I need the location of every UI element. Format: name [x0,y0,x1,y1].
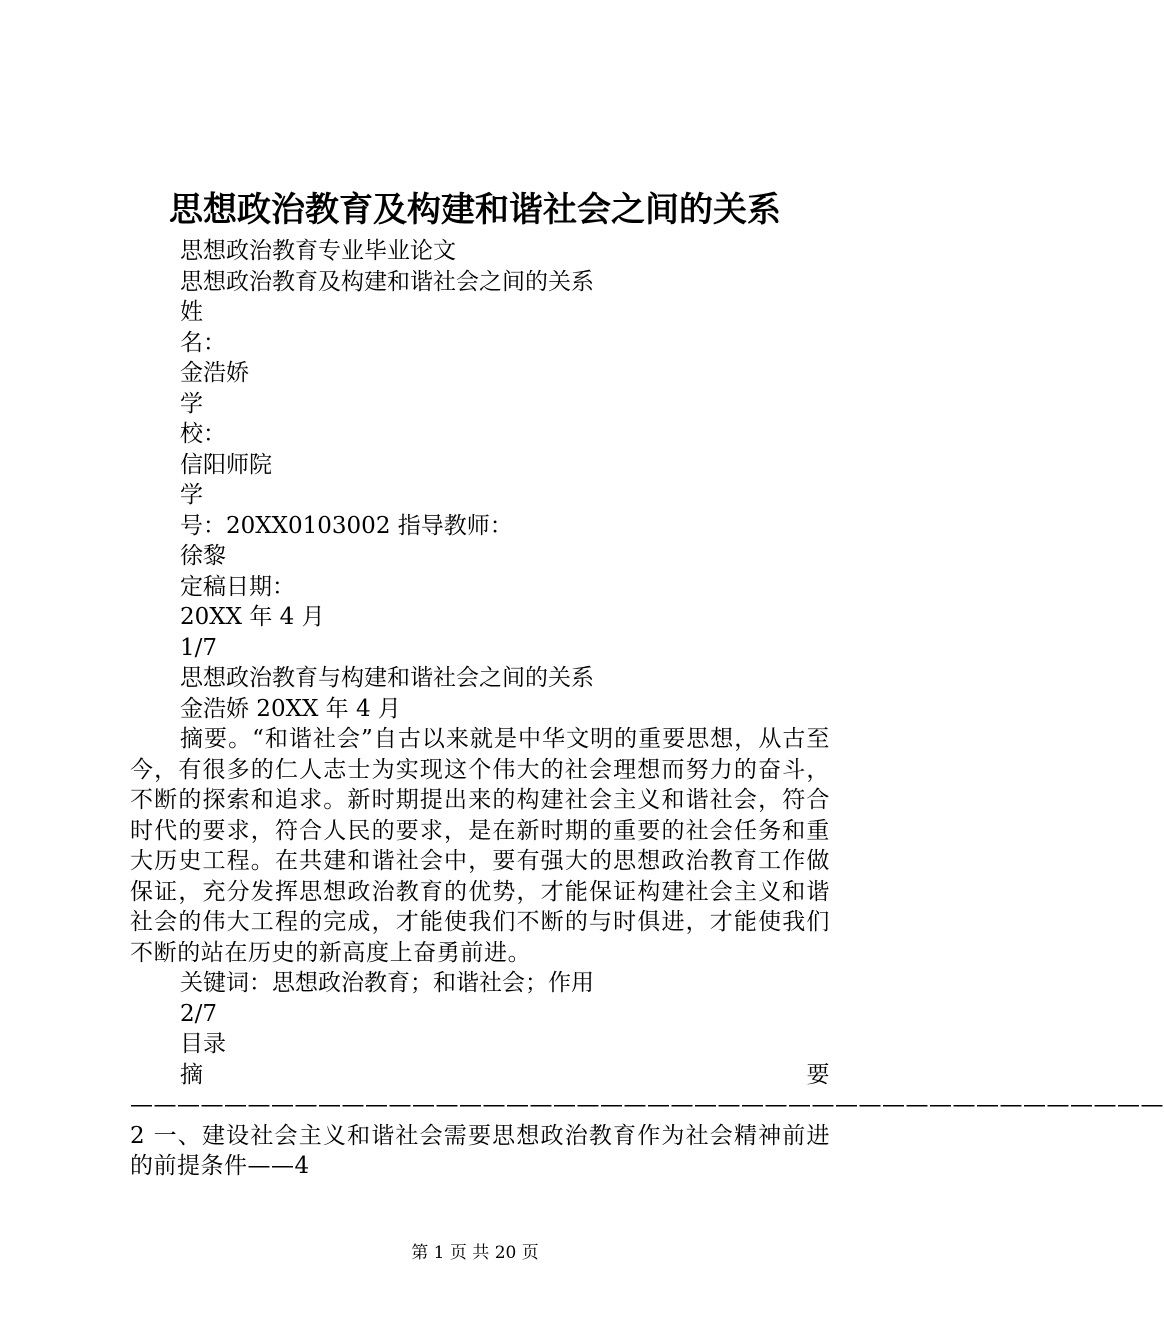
article-title: 思想政治教育与构建和谐社会之间的关系 [180,665,594,691]
cover-line-school-label-1: 学 [180,390,203,417]
cover-line-name-label-1: 姓 [180,299,203,325]
toc-heading: 目录 [180,1031,226,1057]
page-marker-2: 2/7 [180,1000,218,1027]
cover-line-thesis-title: 思想政治教育及构建和谐社会之间的关系 [180,268,594,295]
page-marker-1: 1/7 [180,634,218,661]
cover-line-school-value: 信阳师院 [180,451,272,478]
toc-entry: 摘要————————————————————————————————————————————2 一、建设社会主义和谐社会需要思想政治教育作为社会精神前进的前提条件——4 [130,1061,1164,1179]
abstract-paragraph: 摘要。“和谐社会”自古以来就是中华文明的重要思想，从古至今，有很多的仁人志士为实现这个伟大的社会理想而努力的奋斗，不断的探索和追求。新时期提出来的构建社会主义和谐社会，符合时代的要求，符合人民的要求，是在新时期的重要的社会任务和重大历史工程。在共建和谐社会中，要有强大的思想政治教育工作做保证，充分发挥思想政治教育的优势，才能保证构建社会主义和谐社会的伟大工程的完成，才能使我们不断的与时俱进，才能使我们不断的站在历史的新高度上奋勇前进。 [130,726,830,966]
cover-line-school-label-2: 校： [180,421,226,447]
cover-line-thesis-type: 思想政治教育专业毕业论文 [180,238,456,264]
keywords-line: 关键词：思想政治教育；和谐社会；作用 [180,970,594,996]
cover-line-advisor-value: 徐黎 [180,543,226,569]
article-author-date: 金浩娇 20XX 年 4 月 [180,695,401,722]
cover-line-id-label-1: 学 [180,482,203,508]
cover-line-id-and-advisor: 号：20XX0103002 指导教师： [180,512,513,539]
cover-line-name-label-2: 名： [180,329,226,356]
document-body [130,236,1164,1182]
document-title: 思想政治教育及构建和谐社会之间的关系 [169,190,781,230]
cover-line-date-value: 20XX 年 4 月 [180,604,325,630]
page-footer: 第 1 页 共 20 页 [411,1243,539,1263]
cover-line-name-value: 金浩娇 [180,360,249,386]
cover-line-date-label: 定稿日期： [180,573,295,600]
